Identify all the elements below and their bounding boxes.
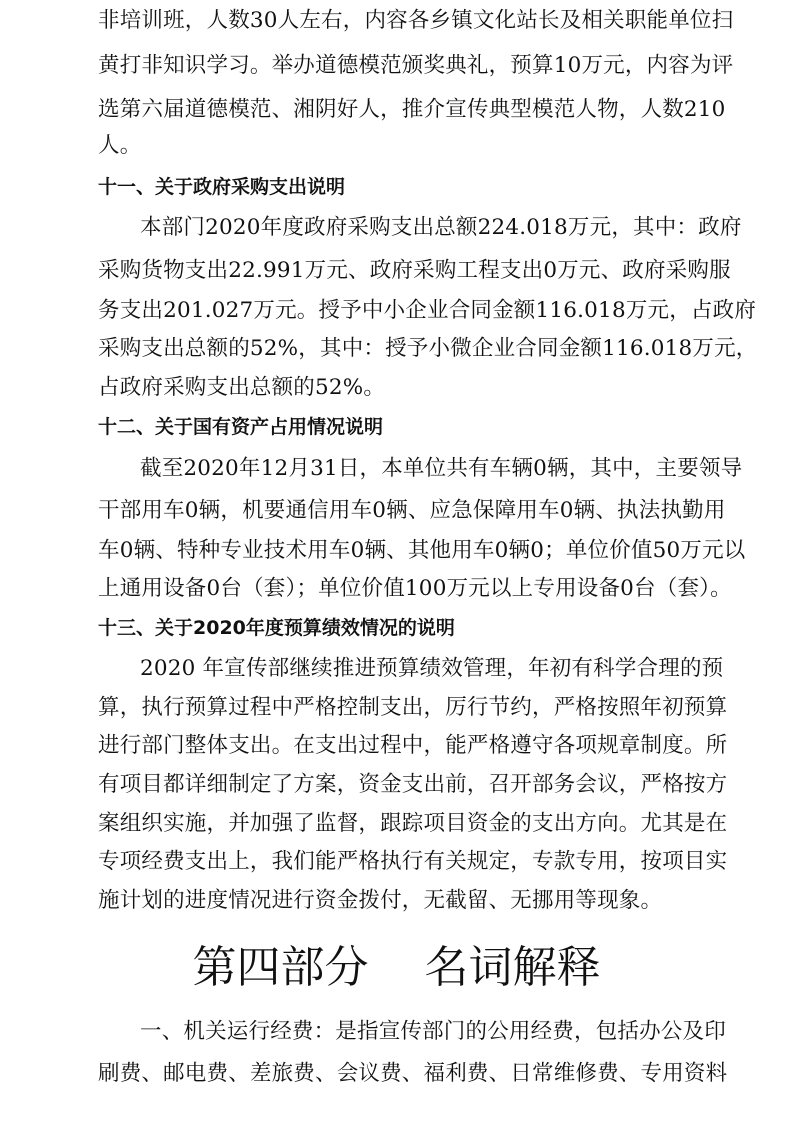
text-line: 务支出201.027万元。授予中小企业合同金额116.018万元，占政府	[98, 298, 757, 323]
text-line: 进行部门整体支出。在支出过程中，能严格遵守各项规章制度。所	[98, 733, 728, 758]
text-line: 案组织实施，并加强了监督，跟踪项目资金的支出方向。尤其是在	[98, 811, 728, 836]
text-line: 施计划的进度情况进行资金拨付，无截留、无挪用等现象。	[98, 888, 663, 913]
text-line: 人。	[98, 133, 142, 158]
text-line: 非培训班，人数30人左右，内容各乡镇文化站长及相关职能单位扫	[98, 8, 734, 33]
section-heading-procurement: 十一、关于政府采购支出说明	[98, 176, 346, 198]
text-line: 选第六届道德模范、湘阴好人，推介宣传典型模范人物，人数210	[98, 97, 726, 122]
text-line: 干部用车0辆，机要通信用车0辆、应急保障用车0辆、执法执勤用	[98, 498, 726, 523]
part-title: 第四部分 名词解释	[192, 942, 601, 993]
text-line: 上通用设备0台（套）；单位价值100万元以上专用设备0台（套）。	[98, 576, 732, 601]
text-line: 截至2020年12月31日，本单位共有车辆0辆，其中，主要领导	[140, 456, 743, 481]
text-line: 占政府采购支出总额的52%。	[98, 375, 386, 400]
text-line: 一、机关运行经费：是指宣传部门的公用经费，包括办公及印	[140, 1019, 726, 1044]
text-line: 有项目都详细制定了方案，资金支出前，召开部务会议，严格按方	[98, 772, 728, 797]
text-line: 刷费、邮电费、差旅费、会议费、福利费、日常维修费、专用资料	[98, 1061, 728, 1086]
text-line: 2020 年宣传部继续推进预算绩效管理，年初有科学合理的预	[140, 656, 724, 681]
text-line: 车0辆、特种专业技术用车0辆、其他用车0辆0；单位价值50万元以	[98, 538, 746, 563]
text-line: 采购支出总额的52%，其中：授予小微企业合同金额116.018万元，	[98, 336, 758, 361]
text-line: 采购货物支出22.991万元、政府采购工程支出0万元、政府采购服	[98, 258, 731, 283]
section-heading-state-assets: 十二、关于国有资产占用情况说明	[98, 416, 384, 438]
text-line: 专项经费支出上，我们能严格执行有关规定，专款专用，按项目实	[98, 849, 728, 874]
text-line: 本部门2020年度政府采购支出总额224.018万元，其中：政府	[140, 215, 742, 240]
section-heading-performance: 十三、关于2020年度预算绩效情况的说明	[98, 617, 455, 639]
text-line: 算，执行预算过程中严格控制支出，厉行节约，严格按照年初预算	[98, 695, 728, 720]
text-line: 黄打非知识学习。举办道德模范颁奖典礼，预算10万元，内容为评	[98, 53, 734, 78]
